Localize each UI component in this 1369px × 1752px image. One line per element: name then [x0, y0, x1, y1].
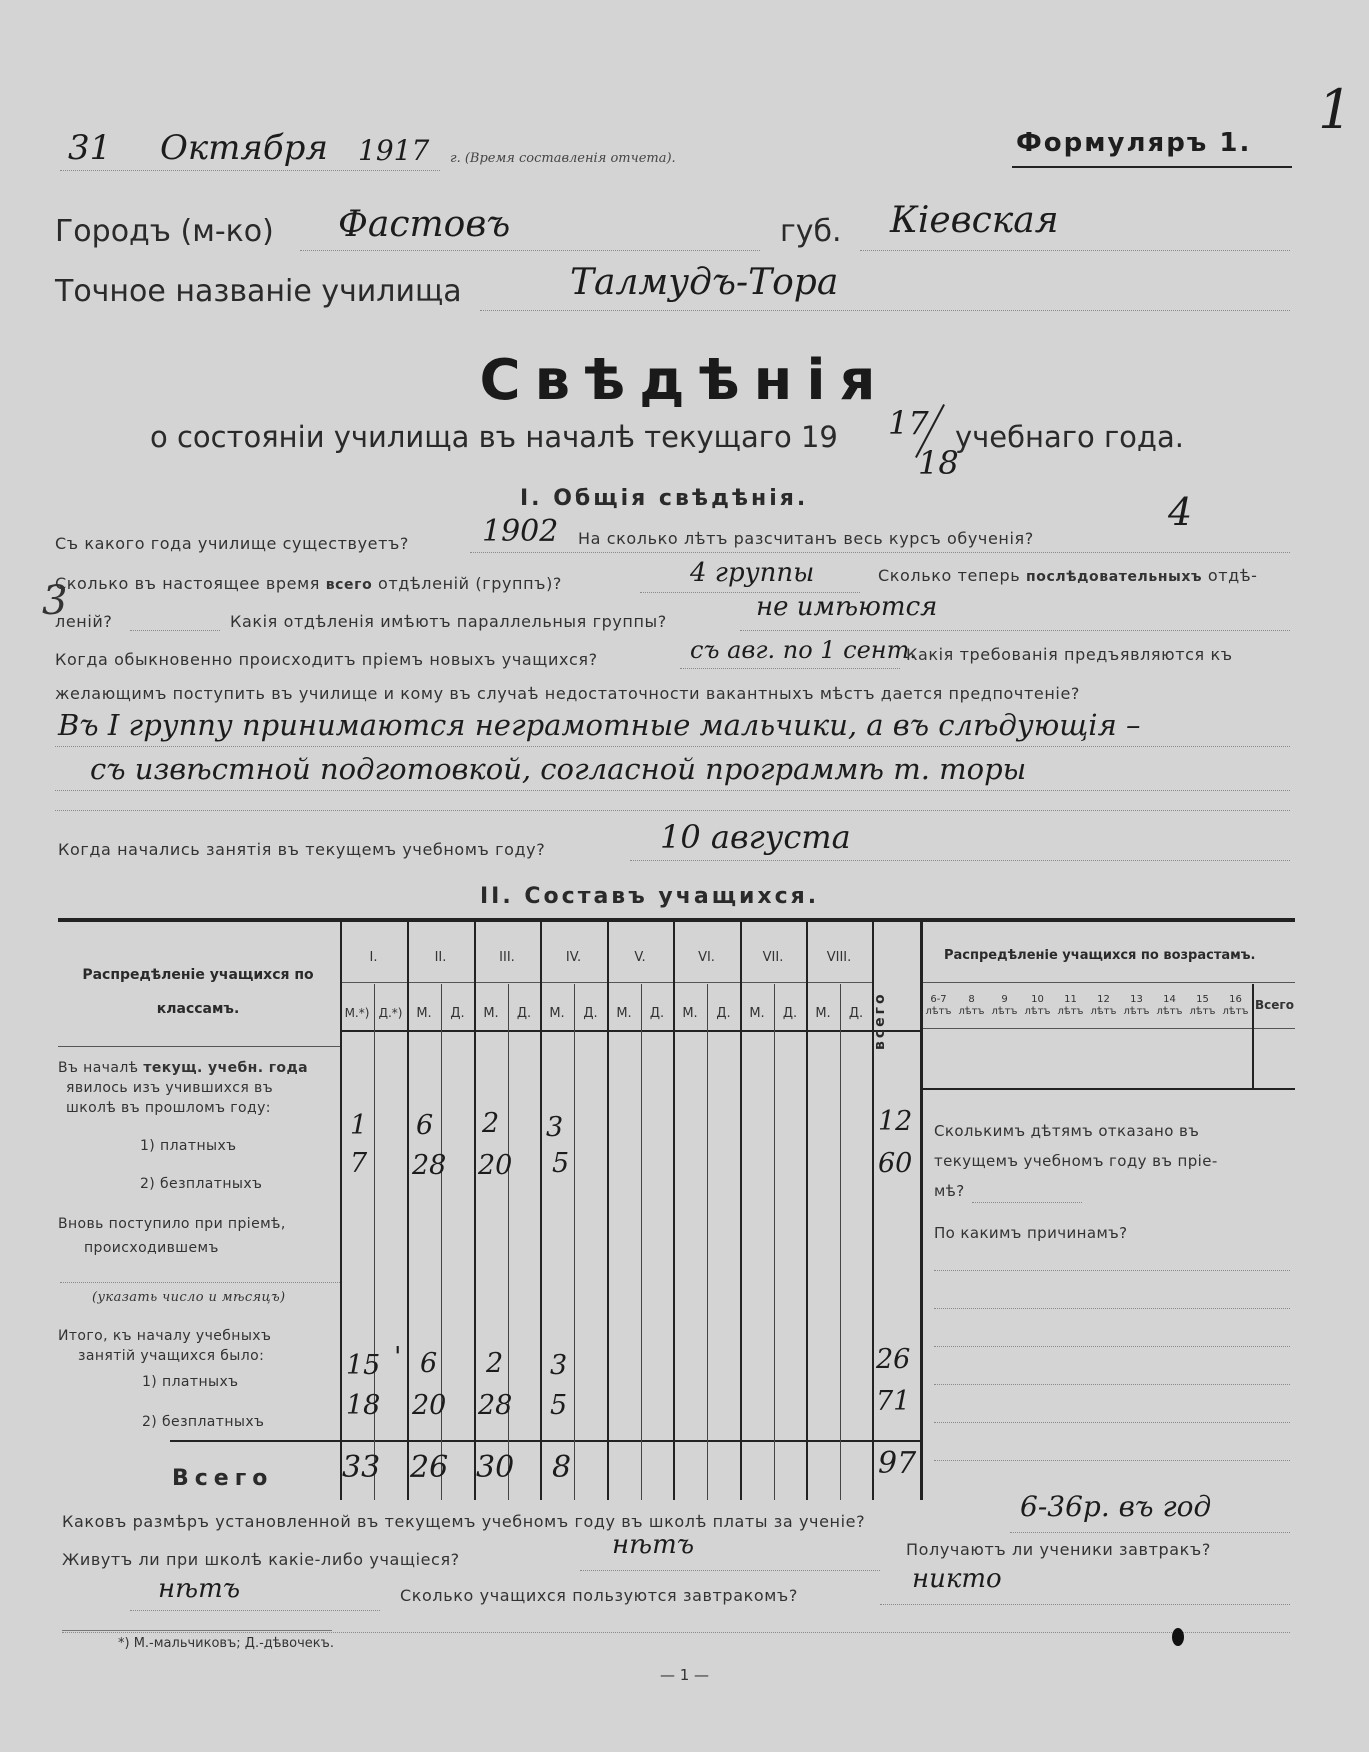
row-start-bold: текущ. учебн. года [143, 1060, 309, 1076]
gub-value: Кiевская [890, 200, 1059, 241]
page-number: — 1 — [659, 1666, 710, 1684]
q-groups-a: Сколько въ настоящее время [55, 574, 321, 593]
cell-paid-total-III: 2 [486, 1348, 504, 1379]
q-groups-b: отдѣленій (группъ)? [377, 574, 563, 593]
cell-grand-III: 30 [476, 1450, 515, 1485]
city-underline [300, 250, 760, 251]
parallel-underline [740, 630, 1290, 631]
class-header-2: II. [434, 950, 447, 965]
q-seq-c: леній? [55, 612, 113, 631]
city-label: Городъ (м-ко) [55, 214, 274, 249]
row-grand-total: Всего [172, 1466, 274, 1491]
q-years: На сколько лѣтъ разсчитанъ весь курсъ обученія? [578, 529, 1034, 548]
cell-free-total-IV: 5 [550, 1390, 568, 1421]
grand-total-rule [170, 1440, 922, 1442]
q-groups-bold: всего [325, 577, 373, 593]
row-new-underline [60, 1282, 340, 1283]
q-groups [55, 574, 562, 593]
req-underline-2 [55, 790, 1290, 791]
row-specify: (указать число и мѣсяцъ) [92, 1290, 286, 1305]
vline-md-VI [707, 984, 708, 1500]
school-value: Талмудъ-Тора [570, 262, 839, 303]
cell-paid-prev-III: 2 [482, 1108, 500, 1139]
school-label: Точное названіе училища [55, 274, 462, 309]
sub-d-I: Д.*) [378, 1006, 403, 1020]
refused-underline [972, 1202, 1082, 1203]
q-live: Живутъ ли при школѣ какіе-либо учащіеся? [62, 1550, 460, 1569]
vline-md-VIII [840, 984, 841, 1500]
sub-m-V: М. [616, 1006, 632, 1021]
age-11: 11 лѣтъ [1057, 994, 1084, 1017]
sub-m-II: М. [416, 1006, 432, 1021]
class-header-8: VIII. [826, 950, 852, 965]
a-start: 10 августа [660, 818, 851, 856]
a-admission: съ авг. по 1 сент. [690, 636, 918, 664]
sub-d-VIII: Д. [848, 1006, 864, 1021]
age-12: 12 лѣтъ [1090, 994, 1117, 1017]
row-start-c: школѣ въ прошломъ году: [66, 1100, 271, 1116]
q-fee: Каковъ размѣръ установленной въ текущемъ учебномъ году въ школѣ платы за ученіе? [62, 1512, 866, 1531]
subtitle-year-2: 18 [918, 444, 959, 482]
sub-d-V: Д. [649, 1006, 665, 1021]
a-requirements-line2: съ извѣстной подготовкой, согласной программѣ т. торы [90, 752, 1027, 786]
q-breakfast: Получаютъ ли ученики завтракъ? [906, 1540, 1211, 1559]
margin-mark: 3 [42, 578, 68, 624]
req-underline-3 [55, 810, 1290, 811]
cell-free-prev-IV: 5 [552, 1148, 570, 1179]
reasons-line-1 [934, 1270, 1290, 1271]
cell-free-total-II: 20 [412, 1390, 447, 1421]
q-seq-a: Сколько теперь [878, 566, 1021, 585]
live-underline [580, 1570, 880, 1571]
table-top-rule [58, 918, 1295, 922]
main-title: Свѣдѣнія [479, 348, 890, 413]
a-requirements-line1: Въ I группу принимаются неграмотные мальчики, а въ слѣдующія – [58, 708, 1141, 742]
class-distribution-label: Распредѣленіе учащихся по классамъ. [82, 967, 314, 1017]
row-start-a: Въ началѣ [58, 1060, 139, 1076]
age-header-bottom [922, 1028, 1295, 1029]
class-header-6: VI. [698, 950, 715, 965]
cell-paid-prev-I: 1 [350, 1110, 368, 1141]
age-15: 15 лѣтъ [1189, 994, 1216, 1017]
a-fee: 6-36р. въ год [1020, 1490, 1212, 1523]
class-header-7: VII. [762, 950, 784, 965]
cell-free-total-III: 28 [478, 1390, 513, 1421]
label-col-rule [58, 1046, 340, 1047]
class-header-4: IV. [565, 950, 582, 965]
sub-m-VIII: М. [815, 1006, 831, 1021]
admission-underline [680, 668, 900, 669]
form-title-underline [1012, 166, 1292, 168]
cell-paid-total-II: 6 [420, 1348, 438, 1379]
refused-a: Сколькимъ дѣтямъ отказано въ [934, 1122, 1200, 1140]
age-9: 9 лѣтъ [991, 994, 1018, 1017]
cell-grand-total: 97 [878, 1446, 917, 1481]
class-distribution-header [66, 958, 330, 1026]
a-parallel: не имѣются [756, 592, 938, 622]
row-paid-prev: 1) платныхъ [140, 1138, 237, 1154]
row-total-paid: 1) платныхъ [142, 1374, 239, 1390]
vline-md-II [441, 984, 442, 1500]
row-total-free: 2) безплатныхъ [142, 1414, 265, 1430]
a-groups: 4 группы [690, 558, 815, 588]
cell-paid-total-tick: ' [394, 1342, 402, 1373]
row-free-prev: 2) безплатныхъ [140, 1176, 263, 1192]
cell-free-prev-III: 20 [478, 1150, 513, 1181]
reasons-line-6 [934, 1460, 1290, 1461]
reasons-line-2 [934, 1308, 1290, 1309]
ink-blot [1172, 1628, 1184, 1646]
sub-d-VII: Д. [782, 1006, 798, 1021]
q-parallel: Какія отдѣленія имѣютъ параллельныя группы? [230, 612, 667, 631]
q-admission: Когда обыкновенно происходитъ пріемъ новыхъ учащихся? [55, 650, 598, 669]
age-subheader-rule [922, 982, 1295, 983]
start-underline [630, 860, 1290, 861]
req-underline-1 [55, 746, 1290, 747]
age-13: 13 лѣтъ [1123, 994, 1150, 1017]
cell-paid-prev-IV: 3 [546, 1112, 564, 1143]
a-live: нѣтъ [612, 1530, 695, 1560]
row-new-a: Вновь поступило при пріемѣ, [58, 1216, 286, 1232]
class-header-5: V. [634, 950, 646, 965]
cell-free-total-I: 18 [346, 1390, 381, 1421]
cell-paid-prev-II: 6 [416, 1110, 434, 1141]
subtitle-year-1: 17 [888, 404, 929, 442]
cell-free-prev-total: 60 [878, 1148, 913, 1179]
breakfast-count-underline [880, 1604, 1290, 1605]
section2-heading: II. Составъ учащихся. [480, 884, 820, 909]
school-underline [480, 310, 1290, 311]
cell-free-prev-I: 7 [350, 1148, 368, 1179]
row-start-b: явилось изъ учившихся въ [66, 1080, 273, 1096]
table-header-rule [340, 1030, 922, 1032]
row-total-b: занятій учащихся было: [78, 1348, 265, 1364]
cell-grand-I: 33 [342, 1450, 381, 1485]
refused-c: мѣ? [934, 1182, 965, 1200]
fee-underline [1010, 1532, 1290, 1533]
vline-md-III [508, 984, 509, 1500]
date-underline [60, 170, 440, 171]
age-14: 14 лѣтъ [1156, 994, 1183, 1017]
footnote: *) М.-мальчиковъ; Д.-дѣвочекъ. [118, 1636, 334, 1651]
cell-free-prev-II: 28 [412, 1150, 447, 1181]
refused-b: текущемъ учебномъ году въ пріе- [934, 1152, 1218, 1170]
a-breakfast-count: никто [912, 1564, 1002, 1594]
sub-d-II: Д. [450, 1006, 465, 1021]
corner-mark: 1 [1318, 78, 1353, 141]
date-day: 31 [68, 128, 112, 168]
vline-md-VII [774, 984, 775, 1500]
cell-paid-total-total: 26 [876, 1344, 911, 1375]
age-6-7: 6-7 лѣтъ [925, 994, 952, 1017]
city-value: Фастовъ [338, 204, 511, 245]
q-seq-bold: послѣдовательныхъ [1025, 569, 1203, 585]
age-10: 10 лѣтъ [1024, 994, 1051, 1017]
cell-paid-total-I: 15 [346, 1350, 381, 1381]
seq-underline [130, 630, 220, 631]
row-total-a: Итого, къ началу учебныхъ [58, 1328, 272, 1344]
vline-md-V [641, 984, 642, 1500]
subtitle-after: учебнаго года. [955, 420, 1184, 454]
sub-m-III: М. [483, 1006, 499, 1021]
q-seq [878, 566, 1258, 585]
q-since: Съ какого года училище существуетъ? [55, 534, 410, 553]
row-new-b: происходившемъ [84, 1240, 219, 1256]
a-since: 1902 [482, 514, 559, 549]
since-underline [470, 552, 1290, 553]
sub-m-I: М.*) [344, 1006, 370, 1020]
a-breakfast: нѣтъ [158, 1574, 241, 1604]
q-requirements-a: Какія требованія предъявляются къ [906, 645, 1233, 664]
vline-md-IV [574, 984, 575, 1500]
section1-heading: I. Общія свѣдѣнія. [520, 486, 809, 511]
form-title: Формуляръ 1. [1016, 128, 1252, 158]
a-years: 4 [1168, 490, 1193, 534]
sub-m-VI: М. [682, 1006, 698, 1021]
cell-paid-total-IV: 3 [550, 1350, 568, 1381]
class-header-3: III. [499, 950, 515, 965]
age-8: 8 лѣтъ [958, 994, 985, 1017]
q-seq-b: отдѣ- [1207, 566, 1258, 585]
reasons-line-4 [934, 1384, 1290, 1385]
row-start-label-1 [58, 1060, 308, 1076]
q-requirements-b: желающимъ поступить въ училище и кому въ случаѣ недостаточности вакантныхъ мѣстъ дается предпочтеніе? [55, 684, 1080, 703]
cell-paid-prev-total: 12 [878, 1106, 913, 1137]
cell-grand-IV: 8 [552, 1450, 572, 1485]
age-total-header: Всего [1255, 998, 1294, 1012]
reasons-line-3 [934, 1346, 1290, 1347]
sub-d-VI: Д. [716, 1006, 731, 1021]
date-year: 1917 [358, 134, 430, 167]
vline-md-I [374, 984, 375, 1500]
reasons-line-5 [934, 1422, 1290, 1423]
sub-m-IV: М. [549, 1006, 565, 1021]
reasons-question: По какимъ причинамъ? [934, 1224, 1128, 1242]
footnote-rule [62, 1630, 332, 1631]
subtitle-before: о состояніи училища въ началѣ текущаго 19 [150, 420, 838, 454]
class-header-1: I. [369, 950, 378, 965]
gub-label: губ. [780, 214, 842, 249]
cell-free-total-total: 71 [876, 1386, 911, 1417]
total-column-header: всего [872, 991, 888, 1050]
date-month: Октября [160, 128, 328, 168]
breakfast-underline [130, 1610, 380, 1611]
sub-d-IV: Д. [583, 1006, 598, 1021]
cell-grand-II: 26 [410, 1450, 449, 1485]
footer-extra-line [62, 1632, 1290, 1633]
gub-underline [860, 250, 1290, 251]
date-suffix: г. (Время составленія отчета). [450, 151, 676, 166]
sub-d-III: Д. [516, 1006, 532, 1021]
age-row-bottom [922, 1088, 1295, 1090]
age-distribution-header: Распредѣленіе учащихся по возрастамъ. [944, 948, 1256, 963]
age-16: 16 лѣтъ [1222, 994, 1249, 1017]
q-breakfast-count: Сколько учащихся пользуются завтракомъ? [400, 1586, 798, 1605]
q-start: Когда начались занятія въ текущемъ учебномъ году? [58, 840, 546, 859]
sub-m-VII: М. [749, 1006, 765, 1021]
